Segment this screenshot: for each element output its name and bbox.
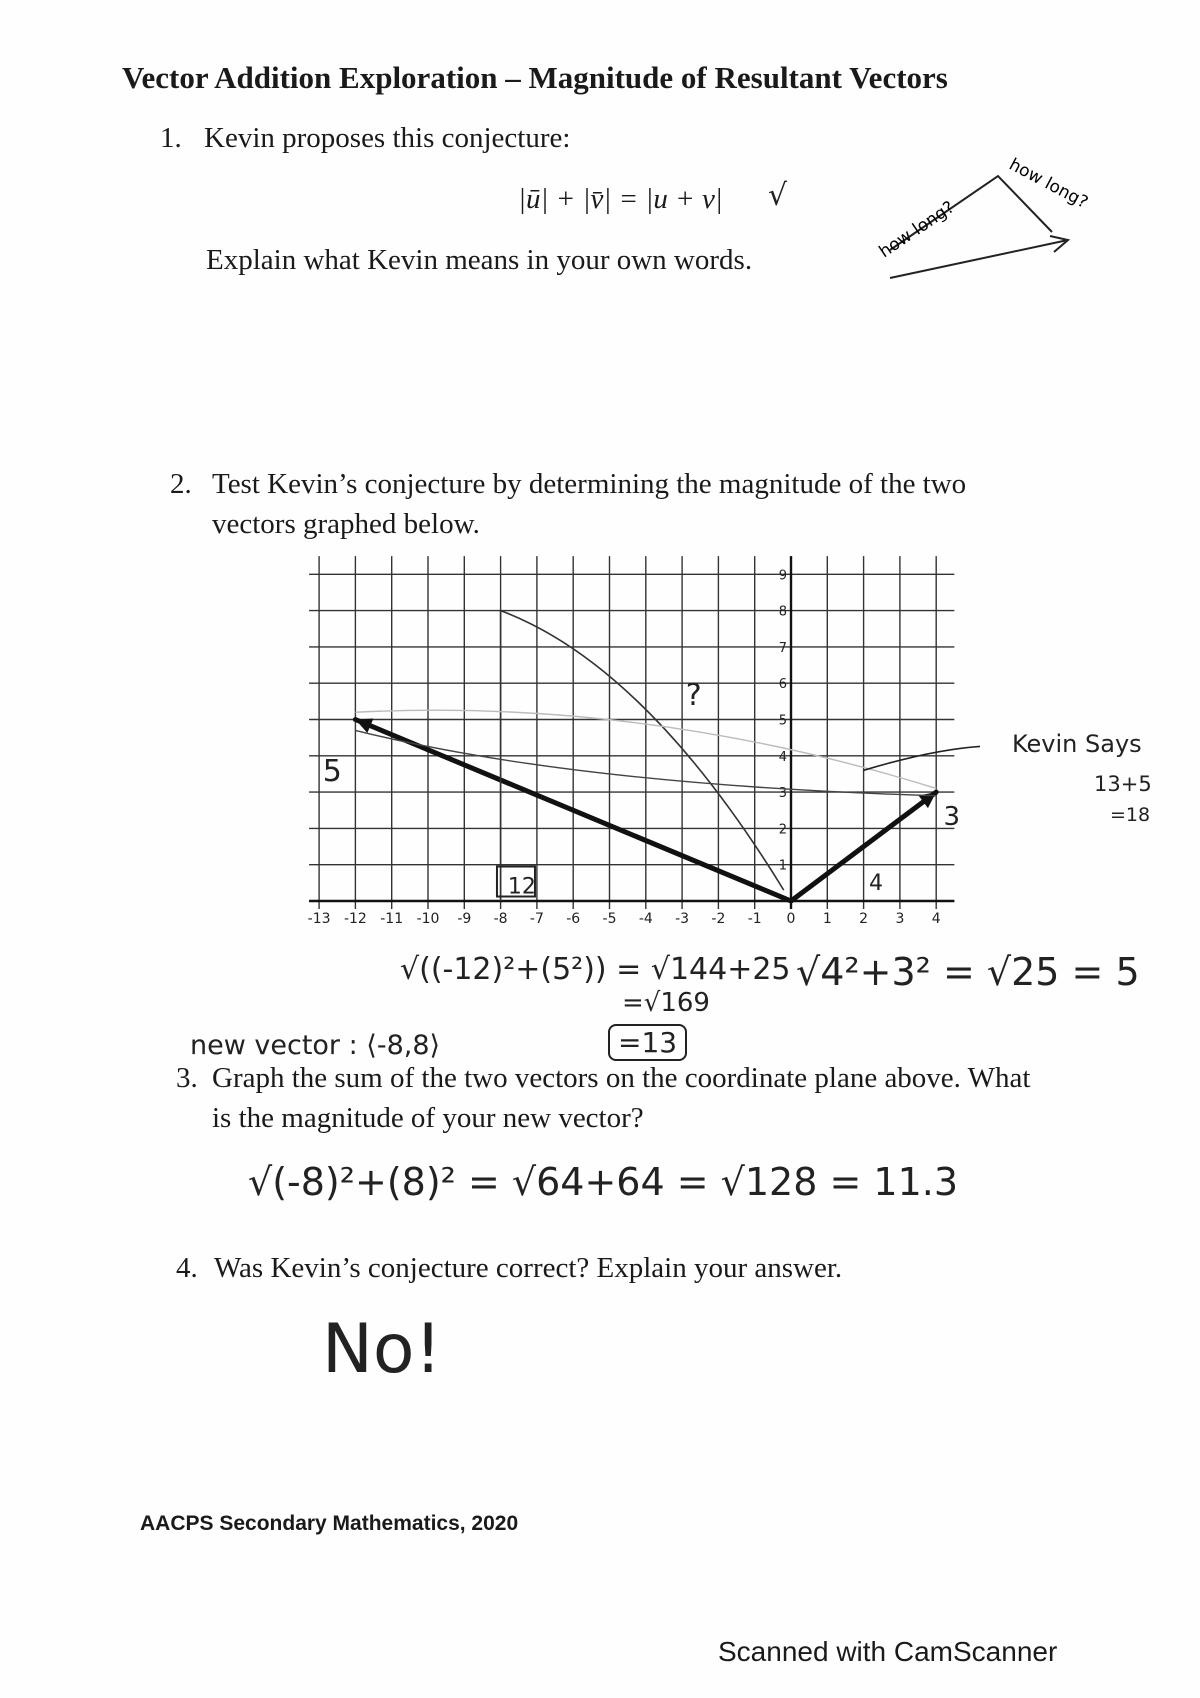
axis-tick-labels [308,568,941,927]
x-tick-label: 4 [931,911,941,927]
u-width-label: 12 [507,874,536,900]
x-tick-label: -13 [307,911,331,927]
x-tick-label: -1 [747,911,762,927]
x-tick-label: -8 [493,911,508,927]
x-tick-label: -9 [457,911,472,927]
triangle-sketch [860,140,1120,300]
y-tick-label: 5 [778,713,787,729]
question-3-prompt-line1: Graph the sum of the two vectors on the coordinate plane above. What [212,1062,1031,1094]
kevin-says-label: Kevin Says [1012,730,1142,758]
y-tick-label: 4 [778,749,787,765]
question-1-prompt: Kevin proposes this conjecture: [204,122,571,154]
x-tick-label: -7 [529,911,544,927]
y-tick-label: 6 [778,677,787,693]
page-title: Vector Addition Exploration – Magnitude of Resultant Vectors [122,60,948,95]
x-tick-label: -10 [416,911,440,927]
question-3-number: 3. [176,1062,198,1094]
resultant-sketch-curve [501,611,784,891]
v-height-label: 3 [943,801,961,832]
magnitude-sum-work: √(-8)²+(8)² = √64+64 = √128 = 11.3 [248,1160,958,1204]
y-tick-label: 3 [778,786,787,802]
x-tick-label: 3 [895,911,905,927]
y-tick-label: 7 [778,640,787,656]
x-tick-label: -12 [343,911,367,927]
coordinate-plane [300,555,980,955]
question-4-number: 4. [176,1252,198,1284]
y-tick-label: 2 [778,822,787,838]
check-mark: √ [768,178,788,213]
sketch-label-2: how long? [1005,154,1092,213]
magnitude-u-step: =√169 [622,988,710,1018]
x-tick-label: -3 [675,911,690,927]
x-tick-label: -2 [711,911,726,927]
grid-lines [309,556,954,909]
y-tick-label: 1 [778,858,787,874]
v-width-label: 4 [869,871,884,897]
question-3-prompt-line2: is the magnitude of your new vector? [212,1102,644,1134]
magnitude-u-work: √((-12)²+(5²)) = √144+25 [400,952,791,987]
magnitude-u-result: =13 [608,1024,687,1061]
question-mark: ? [685,677,702,713]
x-tick-label: -5 [602,911,617,927]
question-4-answer: No! [322,1310,442,1389]
kevin-sum: 13+5 [1094,772,1152,796]
scanner-watermark: Scanned with CamScanner [718,1636,1058,1667]
x-tick-label: -4 [638,911,653,927]
question-1-explain: Explain what Kevin means in your own words. [206,244,753,276]
new-vector-note: new vector : ⟨-8,8⟩ [190,1030,441,1061]
y-tick-label: 9 [778,568,787,584]
magnitude-v-work: √4²+3² = √25 = 5 [796,950,1140,994]
question-4-prompt: Was Kevin’s conjecture correct? Explain your answer. [214,1252,843,1284]
kevin-says-pointer [864,746,980,771]
u-height-label: 5 [322,754,342,790]
footer-credit: AACPS Secondary Mathematics, 2020 [140,1512,519,1535]
sketch-label-1: how long? [875,197,959,263]
x-tick-label: 2 [859,911,869,927]
question-2-number: 2. [170,468,192,500]
x-tick-label: 0 [786,911,796,927]
x-tick-label: -6 [566,911,581,927]
question-2-prompt-line2: vectors graphed below. [212,508,480,540]
question-2-prompt-line1: Test Kevin’s conjecture by determining the magnitude of the two [212,468,967,500]
kevin-sum-result: =18 [1110,804,1151,826]
x-tick-label: -11 [380,911,404,927]
conjecture-formula: |ū| + |v̄| = |u + v| [518,183,723,215]
y-tick-label: 8 [778,604,787,620]
x-tick-label: 1 [822,911,832,927]
question-1-number: 1. [160,122,182,154]
